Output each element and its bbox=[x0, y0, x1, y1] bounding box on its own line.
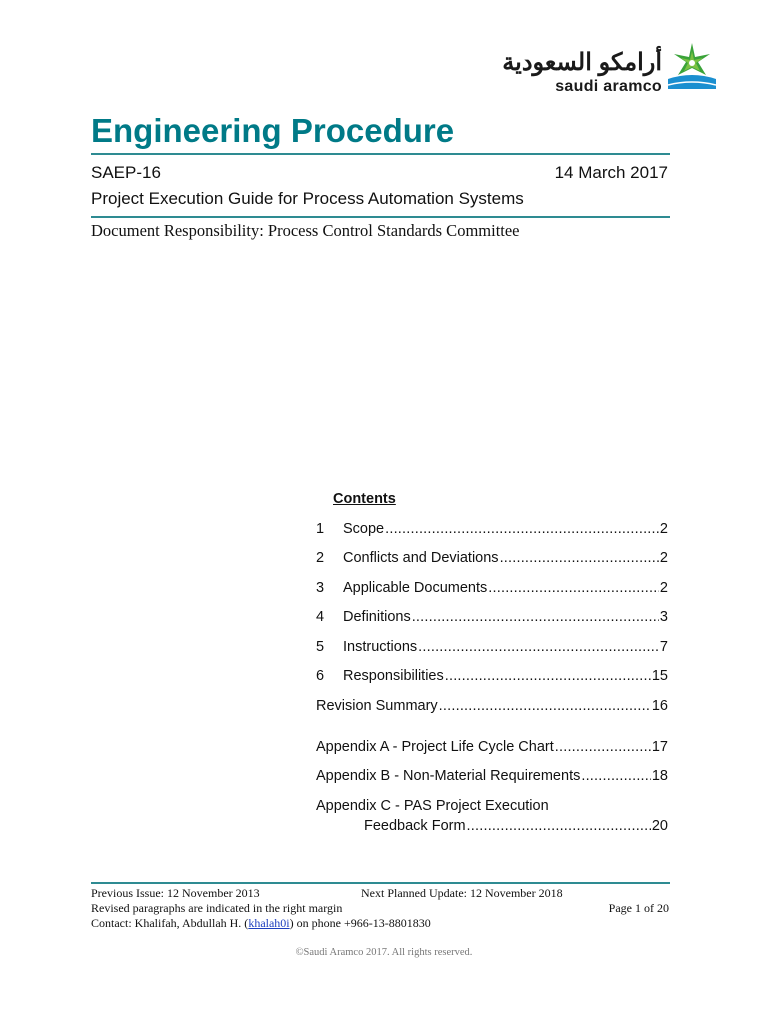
toc-item[interactable] bbox=[316, 580, 668, 600]
toc-item-page: 18 bbox=[651, 768, 668, 784]
toc-item-title: Appendix B - Non-Material Requirements bbox=[316, 768, 581, 784]
toc-item-title: Definitions bbox=[343, 609, 411, 625]
toc-leader-dots bbox=[439, 698, 651, 714]
toc-item[interactable] bbox=[316, 550, 668, 570]
toc-leader-dots bbox=[445, 668, 651, 684]
standard-date: 14 March 2017 bbox=[554, 163, 668, 182]
page-number: Page 1 of 20 bbox=[608, 901, 669, 915]
contact-email-link[interactable]: khalah0i bbox=[248, 916, 290, 930]
toc-item-page: 17 bbox=[651, 739, 668, 755]
toc-leader-dots bbox=[555, 739, 651, 755]
toc-leader-dots bbox=[412, 609, 659, 625]
title-divider bbox=[91, 153, 670, 155]
subtitle-divider bbox=[91, 216, 670, 218]
toc-item-title: Appendix C - PAS Project Execution bbox=[316, 798, 549, 814]
toc-item-number: 5 bbox=[316, 639, 325, 655]
toc-appendix[interactable] bbox=[316, 798, 668, 818]
contact-prefix: Contact: Khalifah, Abdullah H. ( bbox=[91, 916, 249, 930]
toc-item[interactable] bbox=[316, 521, 668, 541]
toc-leader-dots bbox=[385, 521, 659, 537]
toc-item-title: Appendix A - Project Life Cycle Chart bbox=[316, 739, 554, 755]
toc-leader-dots bbox=[500, 550, 659, 566]
page-title: Engineering Procedure bbox=[91, 112, 455, 149]
toc-item-page: 7 bbox=[659, 639, 668, 655]
standard-code: SAEP-16 bbox=[91, 163, 161, 182]
toc-item-page: 15 bbox=[651, 668, 668, 684]
toc-item-number: 1 bbox=[316, 521, 325, 537]
toc-leader-dots bbox=[581, 768, 651, 784]
next-planned-update: Next Planned Update: 12 November 2018 bbox=[361, 886, 563, 900]
toc-item-title: Revision Summary bbox=[316, 698, 438, 714]
copyright-notice: ©Saudi Aramco 2017. All rights reserved. bbox=[295, 947, 473, 958]
footer-divider bbox=[91, 882, 670, 884]
toc-appendix-continuation[interactable] bbox=[316, 818, 668, 838]
logo-arabic-text: أرامكو السعودية bbox=[502, 49, 662, 76]
toc-item-title: Responsibilities bbox=[343, 668, 444, 684]
previous-issue: Previous Issue: 12 November 2013 bbox=[91, 886, 260, 900]
toc-leader-dots bbox=[488, 580, 659, 596]
toc-appendix[interactable] bbox=[316, 768, 668, 788]
toc-item-page: 2 bbox=[659, 550, 668, 566]
toc-item[interactable] bbox=[316, 639, 668, 659]
toc-item-number: 6 bbox=[316, 668, 325, 684]
toc-item-number: 3 bbox=[316, 580, 325, 596]
toc-item-number: 4 bbox=[316, 609, 325, 625]
toc-item-page: 3 bbox=[659, 609, 668, 625]
aramco-star-icon bbox=[668, 41, 716, 89]
logo-english-text: saudi aramco bbox=[555, 78, 662, 95]
contents-heading: Contents bbox=[333, 491, 396, 507]
standard-subtitle: Project Execution Guide for Process Automation Systems bbox=[91, 189, 524, 208]
toc-item-title: Scope bbox=[343, 521, 385, 537]
toc-item-title: Conflicts and Deviations bbox=[343, 550, 499, 566]
toc-appendix[interactable] bbox=[316, 739, 668, 759]
toc-leader-dots bbox=[467, 818, 651, 834]
toc-item[interactable] bbox=[316, 609, 668, 629]
document-responsibility: Document Responsibility: Process Control Standards Committee bbox=[91, 221, 520, 240]
toc-item-title: Applicable Documents bbox=[343, 580, 488, 596]
toc-item-page: 16 bbox=[651, 698, 668, 714]
toc-item-number: 2 bbox=[316, 550, 325, 566]
contact-line bbox=[91, 916, 431, 931]
toc-leader-dots bbox=[418, 639, 659, 655]
toc-item-page: 20 bbox=[651, 818, 668, 834]
toc-revision-summary[interactable] bbox=[316, 698, 668, 718]
toc-item-title: Feedback Form bbox=[364, 818, 466, 834]
toc-item[interactable] bbox=[316, 668, 668, 688]
contact-suffix: ) on phone +966-13-8801830 bbox=[289, 916, 431, 930]
toc-item-title: Instructions bbox=[343, 639, 418, 655]
toc-item-page: 2 bbox=[659, 521, 668, 537]
toc-item-page: 2 bbox=[659, 580, 668, 596]
revised-paragraphs-note: Revised paragraphs are indicated in the right margin bbox=[91, 901, 343, 915]
